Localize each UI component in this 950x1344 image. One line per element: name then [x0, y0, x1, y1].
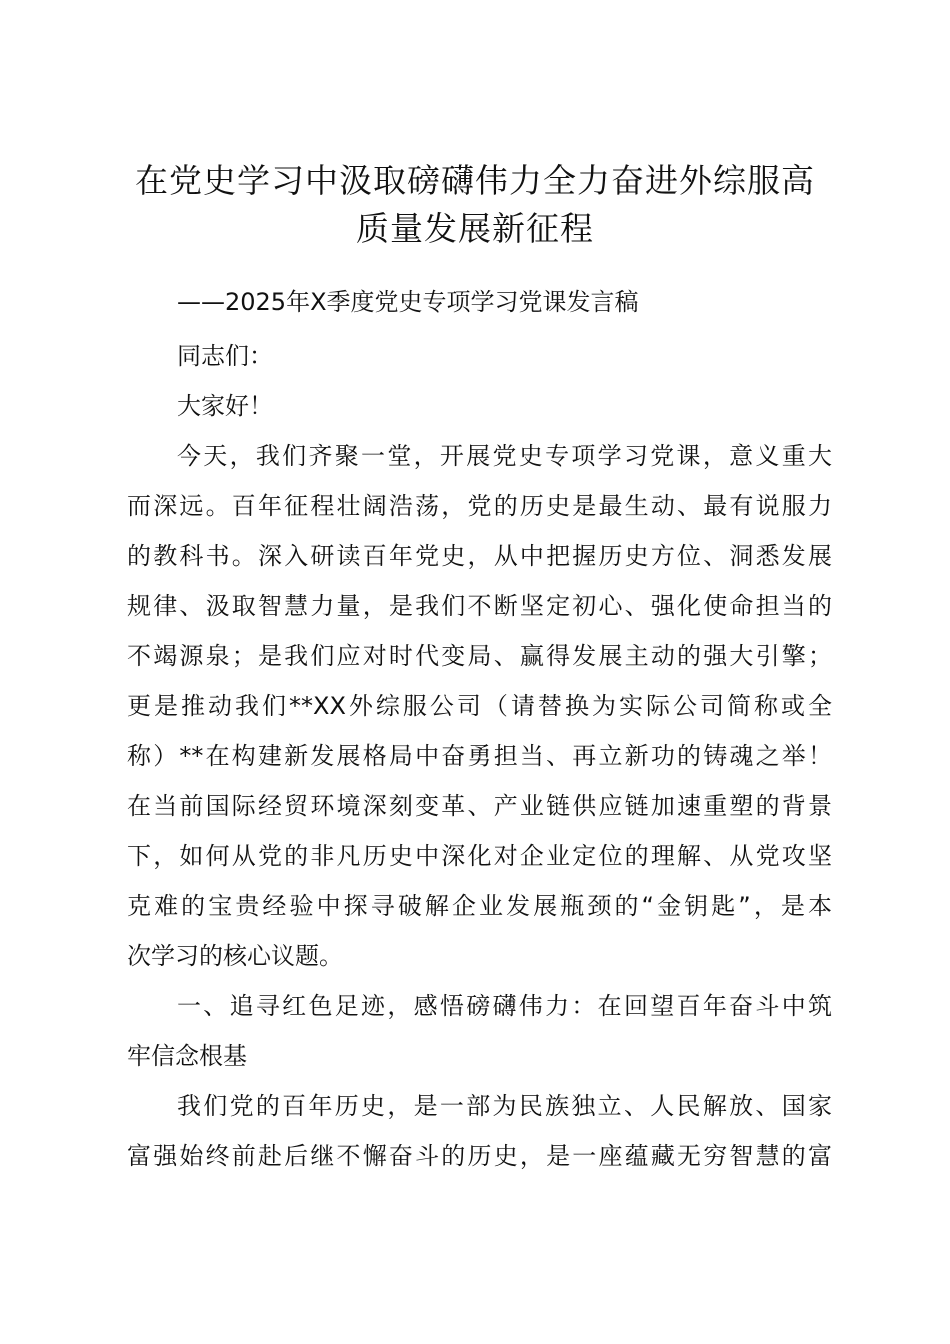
paragraph-line: 我们党的百年历史，是一部为民族独立、人民解放、国家: [177, 1092, 832, 1120]
paragraph-line: 富强始终前赴后继不懈奋斗的历史，是一座蕴藏无穷智慧的富: [127, 1142, 832, 1170]
paragraph-line: 次学习的核心议题。: [127, 942, 343, 970]
section-heading-line: 一、追寻红色足迹，感悟磅礴伟力：在回望百年奋斗中筑: [177, 992, 832, 1020]
paragraph-line: 规律、汲取智慧力量，是我们不断坚定初心、强化使命担当的: [127, 592, 832, 620]
paragraph-line: 在当前国际经贸环境深刻变革、产业链供应链加速重塑的背景: [127, 792, 832, 820]
greeting: 大家好！: [177, 392, 273, 420]
salutation: 同志们：: [177, 342, 273, 370]
paragraph-line: 下，如何从党的非凡历史中深化对企业定位的理解、从党攻坚: [127, 842, 832, 870]
paragraph-line: 不竭源泉；是我们应对时代变局、赢得发展主动的强大引擎；: [127, 642, 832, 670]
paragraph-line: 克难的宝贵经验中探寻破解企业发展瓶颈的“金钥匙”，是本: [127, 892, 832, 920]
paragraph-line: 而深远。百年征程壮阔浩荡，党的历史是最生动、最有说服力: [127, 492, 832, 520]
document-title-line-2: 质量发展新征程: [356, 209, 594, 248]
paragraph-line: 称）**在构建新发展格局中奋勇担当、再立新功的铸魂之举！: [127, 742, 832, 770]
document-title-line-1: 在党史学习中汲取磅礴伟力全力奋进外综服高: [135, 161, 815, 200]
paragraph-line: 的教科书。深入研读百年党史，从中把握历史方位、洞悉发展: [127, 542, 832, 570]
document-subtitle: ——2025年X季度党史专项学习党课发言稿: [177, 288, 639, 316]
paragraph-line: 今天，我们齐聚一堂，开展党史专项学习党课，意义重大: [177, 442, 832, 470]
section-heading-line: 牢信念根基: [127, 1042, 247, 1070]
paragraph-line: 更是推动我们**XX外综服公司（请替换为实际公司简称或全: [127, 692, 832, 720]
